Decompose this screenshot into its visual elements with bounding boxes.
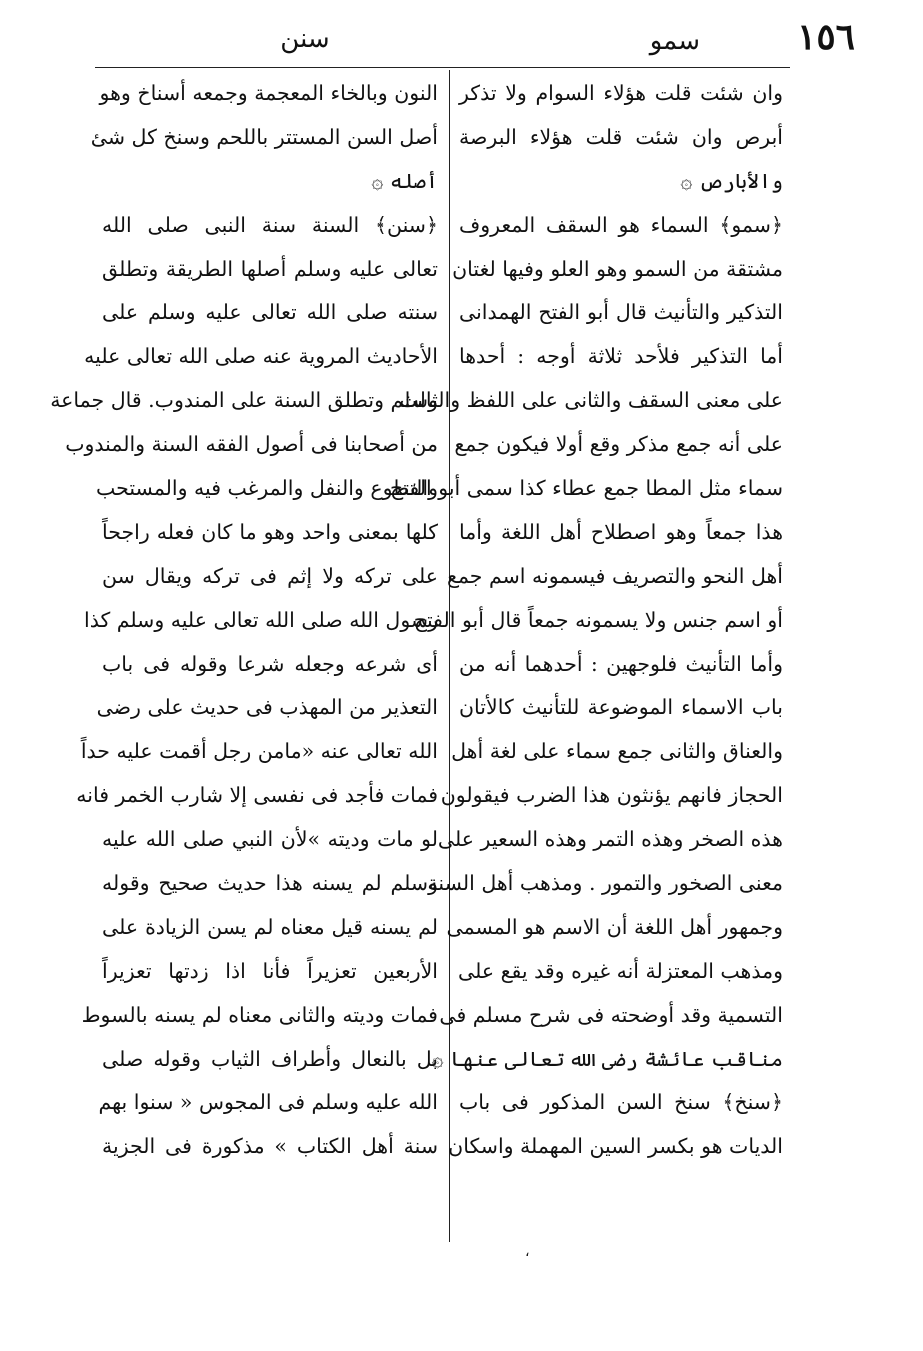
- text-line: معنى الصخور والتمور . ومذهب أهل السنة: [427, 871, 783, 896]
- text-line: والعناق والثانى جمع سماء على لغة أهل: [451, 739, 783, 764]
- text-line: أهل النحو والتصريف فيسمونه اسم جمع: [447, 563, 783, 588]
- text-line: الديات هو بكسر السين المهملة واسكان: [448, 1134, 783, 1159]
- text-line: فمات وديته والثانى معناه لم يسنه بالسوط: [81, 1002, 438, 1027]
- text-line: مشتقة من السمو وهو العلو وفيها لغتان: [452, 256, 783, 281]
- text-line: من أصحابنا فى أصول الفقه السنة والمندوب: [65, 432, 438, 457]
- text-line: التعذير من المهذب فى حديث على رضى: [96, 695, 438, 720]
- text-line: النون وبالخاء المعجمة وجمعه أسناخ وهو: [99, 81, 438, 105]
- text-line: ومذهب المعتزلة أنه غيره وقد يقع على: [458, 958, 783, 983]
- text-line: رسول الله صلى الله تعالى عليه وسلم كذا: [84, 607, 438, 632]
- text-line: سماء مثل المطا جمع عطاء كذا سمى أبو الفتح: [389, 476, 783, 501]
- text-line: هذه الصخر وهذه التمر وهذه السعير على: [437, 827, 783, 852]
- left-column: [50, 72, 440, 1169]
- text-line: أما التذكير فلأحد ثلاثة أوجه : أحدها: [459, 344, 783, 369]
- text-line: الله تعالى عنه «مامن رجل أقمت عليه حداً: [80, 739, 438, 764]
- text-line: التسمية وقد أوضحته فى شرح مسلم فى: [439, 1002, 783, 1027]
- text-line: ﴿سنخ﴾ سنخ السن المذكور فى باب: [459, 1090, 783, 1115]
- text-line: لو مات وديته »لأن النبي صلى الله عليه: [102, 827, 438, 852]
- footer-mark: ،: [525, 1244, 530, 1260]
- header-divider: [95, 67, 790, 68]
- text-line: أصله ۞: [371, 168, 438, 193]
- text-line: ﴿سنن﴾ السنة سنة النبى صلى الله: [102, 212, 438, 237]
- text-line: على تركه ولا إثم فى تركه ويقال سن: [102, 563, 438, 588]
- text-line: على معنى السقف والثانى على اللفظ والثالث: [399, 388, 783, 413]
- text-line: وجمهور أهل اللغة أن الاسم هو المسمى: [446, 914, 783, 939]
- text-line: وسلم لم يسنه هذا حديث صحيح وقوله: [102, 871, 438, 896]
- text-line: أصل السن المستتر باللحم وسنخ كل شئ: [90, 124, 438, 149]
- text-line: والأبارص ۞: [680, 168, 783, 193]
- page-number: ١٥٦: [796, 16, 855, 58]
- text-line: ﴿سمو﴾ السماء هو السقف المعروف: [459, 212, 783, 237]
- page-header: [95, 16, 855, 64]
- text-line: بل بالنعال وأطراف الثياب وقوله صلى: [102, 1046, 438, 1071]
- text-line: أى شرعه وجعله شرعا وقوله فى باب: [102, 651, 438, 676]
- text-line: وسلم وتطلق السنة على المندوب. قال جماعة: [50, 388, 438, 413]
- text-line: فمات فأجد فى نفسى إلا شارب الخمر فانه: [76, 783, 438, 808]
- text-line: سنة أهل الكتاب » مذكورة فى الجزية: [102, 1134, 438, 1159]
- text-line: سنته صلى الله تعالى عليه وسلم على: [102, 300, 438, 325]
- text-line: على أنه جمع مذكر وقع أولا فيكون جمع: [454, 432, 783, 457]
- text-line: الله عليه وسلم فى المجوس « سنوا بهم: [98, 1090, 438, 1115]
- text-line: لم يسنه قيل معناه لم يسن الزيادة على: [102, 914, 438, 939]
- text-line: تعالى عليه وسلم أصلها الطريقة وتطلق: [102, 256, 438, 281]
- text-line: أبرص وان شئت قلت هؤلاء البرصة: [459, 124, 783, 149]
- text-line: مناقب عائشة رضى الله تعالى عنها ۞: [431, 1046, 783, 1071]
- text-line: الأربعين تعزيراً فأنا اذا زدتها تعزيراً: [102, 958, 438, 983]
- text-line: والتطوع والنفل والمرغب فيه والمستحب: [95, 476, 438, 501]
- text-line: التذكير والتأنيث قال أبو الفتح الهمدانى: [459, 300, 783, 325]
- text-line: كلها بمعنى واحد وهو ما كان فعله راجحاً: [102, 519, 438, 544]
- text-line: أو اسم جنس ولا يسمونه جمعاً قال أبو الفتح: [413, 607, 783, 632]
- text-line: الأحاديث المروية عنه صلى الله تعالى عليه: [84, 344, 438, 369]
- header-keyword-left: سنن: [280, 24, 330, 54]
- text-line: هذا جمعاً وهو اصطلاح أهل اللغة وأما: [459, 519, 783, 544]
- text-line: وان شئت قلت هؤلاء السوام ولا تذكر: [459, 81, 783, 105]
- text-line: الحجاز فانهم يؤنثون هذا الضرب فيقولون: [440, 783, 783, 808]
- text-line: وأما التأنيث فلوجهين : أحدهما أنه من: [459, 651, 783, 676]
- text-line: باب الاسماء الموضوعة للتأنيث كالأتان: [459, 695, 783, 720]
- header-keyword-right: سمو: [649, 26, 700, 56]
